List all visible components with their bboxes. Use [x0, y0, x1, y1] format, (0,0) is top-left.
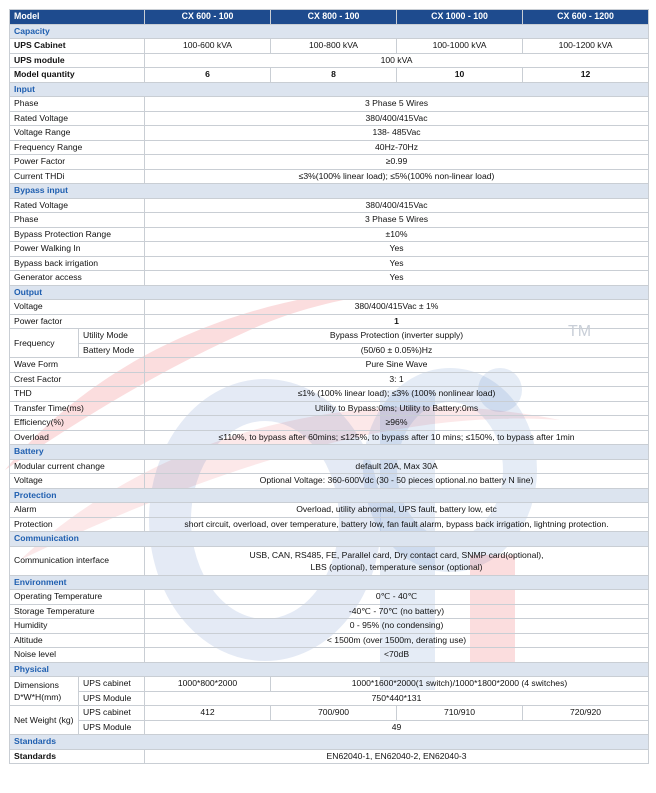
section-standards: Standards — [10, 735, 649, 750]
row-battery-modular-current: Modular current change default 20A, Max 30A — [10, 459, 649, 474]
section-environment: Environment — [10, 575, 649, 590]
row-communication-interface: Communication interface USB, CAN, RS485, FE, Parallel card, Dry contact card, SNMP card(optional), LBS (optional), temperature sensor (optional) — [10, 546, 649, 575]
row-input-voltage-range: Voltage Range 138- 485Vac — [10, 126, 649, 141]
row-output-overload: Overload ≤110%, to bypass after 60mins; ≤125%, to bypass after 10 mins; ≤150%, to bypass after 1min — [10, 430, 649, 445]
header-model: Model — [10, 10, 145, 25]
row-bypass-generator: Generator access Yes — [10, 271, 649, 286]
row-input-rated-voltage: Rated Voltage 380/400/415Vac — [10, 111, 649, 126]
row-output-transfer-time: Transfer Time(ms) Utility to Bypass:0ms; Utility to Battery:0ms — [10, 401, 649, 416]
row-env-noise: Noise level <70dB — [10, 648, 649, 663]
watermark-trademark: TM — [568, 323, 592, 340]
row-env-storage-temp: Storage Temperature -40℃ - 70℃ (no battery) — [10, 604, 649, 619]
row-protection-alarm: Alarm Overload, utility abnormal, UPS fault, battery low, etc — [10, 503, 649, 518]
row-output-efficiency: Efficiency(%) ≥96% — [10, 416, 649, 431]
header-model-3: CX 1000 - 100 — [397, 10, 523, 25]
section-communication: Communication — [10, 532, 649, 547]
communication-line-2: LBS (optional), temperature sensor (optional) — [310, 561, 483, 572]
communication-line-1: USB, CAN, RS485, FE, Parallel card, Dry contact card, SNMP card(optional), — [249, 549, 544, 560]
row-output-wave-form: Wave Form Pure Sine Wave — [10, 358, 649, 373]
header-model-1: CX 600 - 100 — [145, 10, 271, 25]
row-output-crest-factor: Crest Factor 3: 1 — [10, 372, 649, 387]
row-bypass-back-irrigation: Bypass back irrigation Yes — [10, 256, 649, 271]
row-battery-voltage: Voltage Optional Voltage: 360-600Vdc (30 - 50 pieces optional.no battery N line) — [10, 474, 649, 489]
row-output-power-factor: Power factor 1 — [10, 314, 649, 329]
section-battery: Battery — [10, 445, 649, 460]
row-input-phase: Phase 3 Phase 5 Wires — [10, 97, 649, 112]
ups-spec-table — [9, 9, 649, 764]
row-input-frequency-range: Frequency Range 40Hz-70Hz — [10, 140, 649, 155]
row-weight-cabinet: Net Weight (kg) UPS cabinet 412 700/900 710/910 720/920 — [10, 706, 649, 721]
row-output-frequency-utility: Frequency Utility Mode Bypass Protection (inverter supply) — [10, 329, 649, 344]
header-row — [10, 10, 649, 25]
row-input-current-thdi: Current THDi ≤3%(100% linear load); ≤5%(100% non-linear load) — [10, 169, 649, 184]
row-dimensions-cabinet: Dimensions D*W*H(mm) UPS cabinet 1000*800*2000 1000*1600*2000(1 switch)/1000*1800*2000 (4 switches) — [10, 677, 649, 692]
row-bypass-phase: Phase 3 Phase 5 Wires — [10, 213, 649, 228]
row-output-voltage: Voltage 380/400/415Vac ± 1% — [10, 300, 649, 315]
row-env-humidity: Humidity 0 - 95% (no condensing) — [10, 619, 649, 634]
dimensions-unit-label: D*W*H(mm) — [14, 692, 62, 702]
section-capacity: Capacity — [10, 24, 649, 39]
section-physical: Physical — [10, 662, 649, 677]
row-input-power-factor: Power Factor ≥0.99 — [10, 155, 649, 170]
row-ups-module: UPS module 100 kVA — [10, 53, 649, 68]
row-bypass-rated-voltage: Rated Voltage 380/400/415Vac — [10, 198, 649, 213]
section-output: Output — [10, 285, 649, 300]
row-model-quantity: Model quantity 6 8 10 12 — [10, 68, 649, 83]
row-standards: Standards EN62040-1, EN62040-2, EN62040-3 — [10, 749, 649, 764]
row-dimensions-module: UPS Module 750*440*131 — [10, 691, 649, 706]
section-protection: Protection — [10, 488, 649, 503]
row-weight-module: UPS Module 49 — [10, 720, 649, 735]
section-input: Input — [10, 82, 649, 97]
dimensions-label: Dimensions — [14, 680, 59, 690]
row-env-operating-temp: Operating Temperature 0℃ - 40℃ — [10, 590, 649, 605]
section-bypass: Bypass input — [10, 184, 649, 199]
row-bypass-walking-in: Power Walking In Yes — [10, 242, 649, 257]
row-env-altitude: Altitude < 1500m (over 1500m, derating use) — [10, 633, 649, 648]
row-protection-protection: Protection short circuit, overload, over temperature, battery low, fan fault alarm, bypass back irrigation, lightning protection. — [10, 517, 649, 532]
row-bypass-protection-range: Bypass Protection Range ±10% — [10, 227, 649, 242]
row-output-frequency-battery: Battery Mode (50/60 ± 0.05%)Hz — [10, 343, 649, 358]
row-ups-cabinet: UPS Cabinet 100-600 kVA 100-800 kVA 100-1000 kVA 100-1200 kVA — [10, 39, 649, 54]
header-model-2: CX 800 - 100 — [271, 10, 397, 25]
row-output-thd: THD ≤1% (100% linear load); ≤3% (100% nonlinear load) — [10, 387, 649, 402]
header-model-4: CX 600 - 1200 — [523, 10, 649, 25]
